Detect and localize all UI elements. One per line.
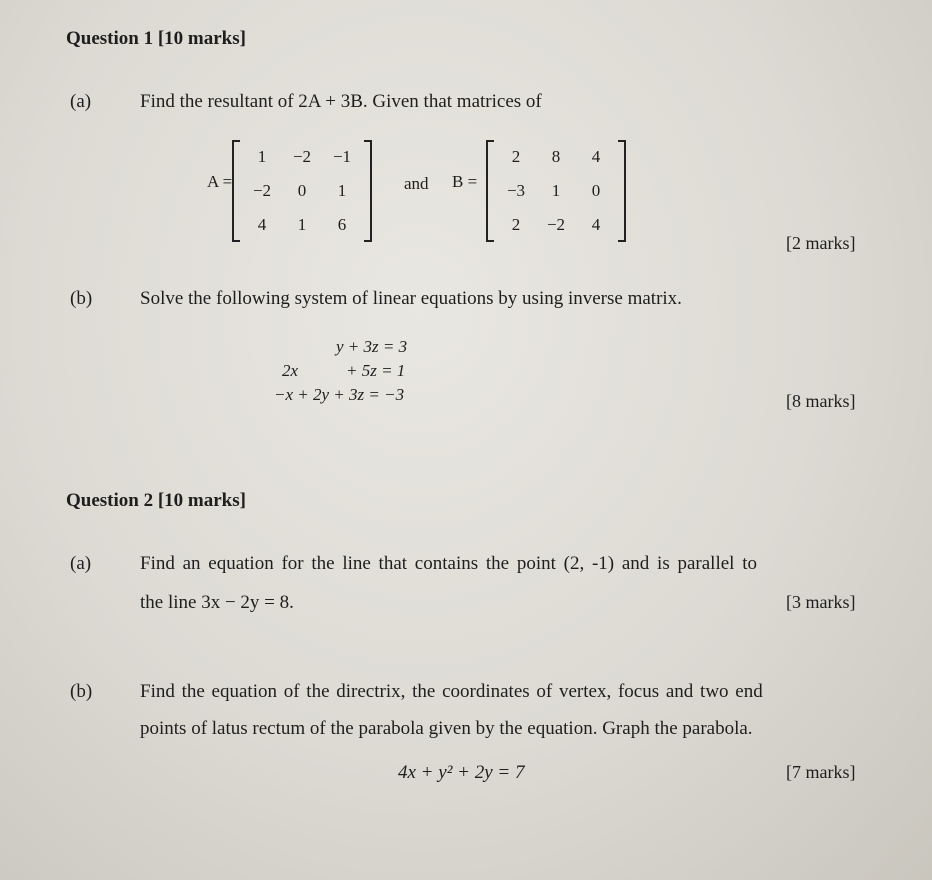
- q2b-marks: [7 marks]: [786, 762, 856, 782]
- matrix-a-cell: 0: [297, 181, 307, 200]
- matrix-b-cell: 4: [591, 215, 601, 234]
- question-1-heading: Question 1 [10 marks]: [66, 28, 246, 49]
- q2a-label: (a): [70, 553, 92, 574]
- equation-1: y + 3z = 3: [336, 337, 408, 356]
- and-word: and: [404, 174, 429, 193]
- matrix-a-cell: −2: [292, 147, 312, 166]
- matrix-a-brackets: [232, 140, 372, 242]
- matrix-a-cell: −1: [332, 147, 352, 166]
- linear-system: [270, 337, 470, 417]
- matrix-a-cell: 4: [257, 215, 267, 234]
- q2b-text-line2: points of latus rectum of the parabola given by the equation. Graph the parabola.: [140, 718, 753, 739]
- matrix-b: [486, 140, 626, 242]
- parabola-equation: 4x + y² + 2y = 7: [398, 762, 525, 783]
- question-2-heading: Question 2 [10 marks]: [66, 490, 246, 511]
- q1b-marks: [8 marks]: [786, 391, 856, 411]
- matrix-b-cell: 0: [591, 181, 601, 200]
- matrix-a-name: A =: [207, 172, 233, 191]
- matrix-b-cell: −3: [506, 181, 526, 200]
- matrix-b-cell: −2: [546, 215, 566, 234]
- matrix-a: [232, 140, 372, 242]
- q2a-text-line2: the line 3x − 2y = 8.: [140, 592, 294, 613]
- q1b-label: (b): [70, 288, 93, 309]
- q1b-text: Solve the following system of linear equations by using inverse matrix.: [140, 288, 682, 309]
- q1a-marks: [2 marks]: [786, 233, 856, 253]
- q2b-label: (b): [70, 681, 93, 702]
- matrix-a-cell: 1: [337, 181, 347, 200]
- matrix-b-cell: 2: [511, 147, 521, 166]
- equation-3: −x + 2y + 3z = −3: [274, 385, 405, 404]
- matrix-a-cell: 6: [337, 215, 347, 234]
- equation-2-right: + 5z = 1: [346, 361, 406, 380]
- matrix-a-cell: −2: [252, 181, 272, 200]
- q2a-marks: [3 marks]: [786, 592, 856, 612]
- matrix-b-name: B =: [452, 172, 478, 191]
- matrix-b-cell: 1: [551, 181, 561, 200]
- matrix-b-brackets: [486, 140, 626, 242]
- matrix-b-cell: 4: [591, 147, 601, 166]
- matrix-a-cell: 1: [257, 147, 267, 166]
- q1a-label: (a): [70, 91, 92, 112]
- matrix-b-cell: 8: [551, 147, 561, 166]
- matrix-b-cell: 2: [511, 215, 521, 234]
- q2b-text-line1: Find the equation of the directrix, the coordinates of vertex, focus and two end: [140, 681, 763, 702]
- matrix-a-cell: 1: [297, 215, 307, 234]
- equation-2-left: 2x: [282, 361, 299, 380]
- q2a-text-line1: Find an equation for the line that contains the point (2, -1) and is parallel to: [140, 553, 757, 574]
- q1a-text: Find the resultant of 2A + 3B. Given that matrices of: [140, 91, 542, 112]
